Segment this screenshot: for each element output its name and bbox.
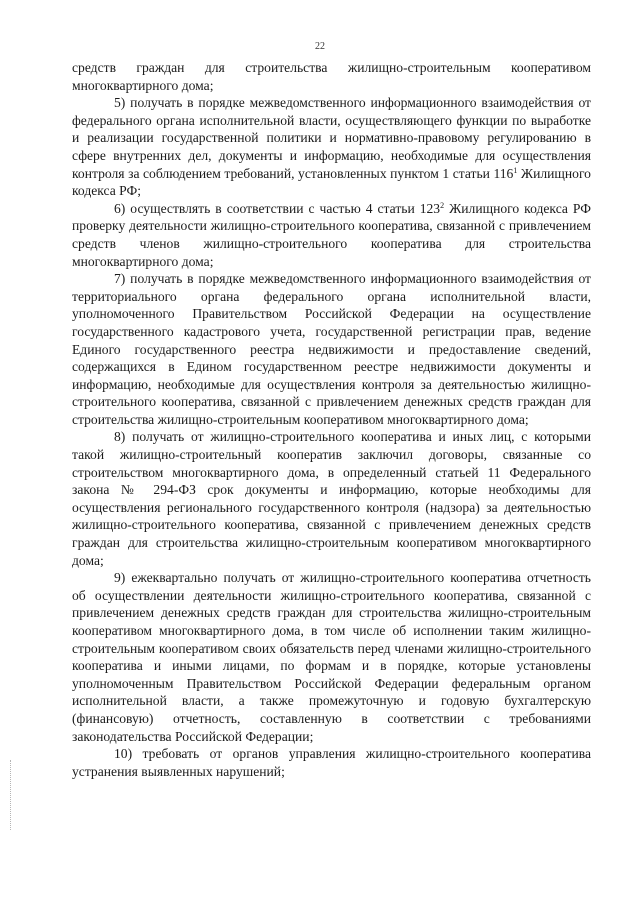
document-body bbox=[72, 59, 591, 780]
paragraph-item-6: 6) осуществлять в соответствии с частью 4 статьи $123^2$ Жилищного кодекса РФ проверку деятельности жилищно-строительного кооператива, связанной с привлечением средств членов жилищно-строительного кооператива для строительства многоквартирного дома; bbox=[72, 200, 591, 269]
paragraph-item-9: 9) ежеквартально получать от жилищно-строительного кооператива отчетность об осуществлении деятельности жилищно-строительного кооператива, связанной с привлечением денежных средств граждан для строительства жилищно-строительным кооперативом многоквартирного дома, в том числе об исполнении таким жилищно-строительным кооперативом своих обязательств перед членами жилищно-строительного кооператива и иными лицами, по формам и в порядке, которые установлены уполномоченным Правительством Российской Федерации федеральным органом исполнительной власти, а также промежуточную и годовую бухгалтерскую (финансовую) отчетность, составленную в соответствии с требованиями законодательства Российской Федерации; bbox=[72, 570, 591, 744]
paragraph-item-7: 7) получать в порядке межведомственного информационного взаимодействия от территориального органа федерального органа исполнительной власти, уполномоченного Правительством Российской Федерации на осуществление государственного кадастрового учета, государственной регистрации прав, ведение Единого государственного реестра недвижимости и предоставление сведений, содержащихся в Едином государственном реестре недвижимости документы и информацию, необходимые для осуществления контроля за деятельностью жилищно-строительного кооператива, связанной с привлечением денежных средств граждан для строительства жилищно-строительным кооперативом многоквартирного дома; bbox=[72, 271, 591, 427]
page-number: 22 bbox=[315, 41, 325, 52]
superscript: 1 bbox=[513, 165, 518, 175]
superscript: 2 bbox=[440, 200, 445, 210]
scan-margin-mark bbox=[10, 760, 12, 830]
paragraph-item-5: 5) получать в порядке межведомственного информационного взаимодействия от федерального органа исполнительной власти, осуществляющего функции по выработке и реализации государственной политики и нормативно-правовому регулированию в сфере внутренних дел, документы и информацию, необходимые для осуществления контроля за соблюдением требований, установленных пунктом 1 статьи $116^1$ Жилищного кодекса РФ; bbox=[72, 95, 591, 199]
paragraph-item-10: 10) требовать от органов управления жилищно-строительного кооператива устранения выявленных нарушений; bbox=[72, 746, 591, 779]
paragraph-item-8: 8) получать от жилищно-строительного кооператива и иных лиц, с которыми такой жилищно-строительный кооператив заключил договоры, связанные со строительством многоквартирного дома, в определенный статьей 11 Федерального закона № 294-ФЗ срок документы и информацию, которые необходимы для осуществления регионального государственного контроля (надзора) за деятельностью жилищно-строительного кооператива, связанной с привлечением денежных средств граждан для строительства жилищно-строительным кооперативом многоквартирного дома; bbox=[72, 429, 591, 568]
paragraph-continuation: средств граждан для строительства жилищно-строительным кооперативом многоквартирного дома; bbox=[72, 60, 591, 93]
